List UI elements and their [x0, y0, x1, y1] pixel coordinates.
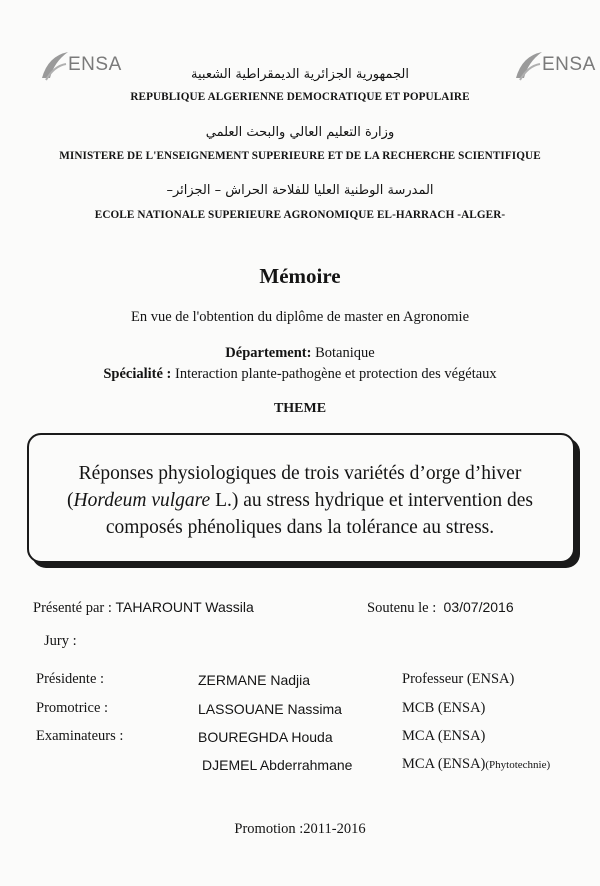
- presented-name: TAHAROUNT Wassila: [115, 599, 254, 615]
- jury-role: Présidente :: [36, 671, 105, 687]
- presented-label: Présenté par :: [33, 600, 112, 616]
- jury-name: DJEMEL Abderrahmane: [202, 757, 353, 773]
- jury-name: BOUREGHDA Houda: [198, 729, 333, 745]
- theme-text: [34, 460, 566, 541]
- school-title: ECOLE NATIONALE SUPERIEURE AGRONOMIQUE EL-HARRACH -ALGER-: [94, 209, 506, 221]
- jury-label: Jury :: [44, 633, 77, 649]
- arabic-republic: الجمهورية الجزائرية الديمقراطية الشعبية: [191, 67, 409, 82]
- theme-paren-open: (: [67, 490, 74, 511]
- jury-name: LASSOUANE Nassima: [198, 701, 342, 717]
- species-name: Hordeum vulgare: [73, 490, 211, 511]
- department-line: [0, 345, 600, 362]
- jury-title: Professeur (ENSA): [402, 671, 515, 687]
- theme-line-3: composés phénoliques dans la tolérance au stress.: [105, 517, 495, 538]
- defended-date: 03/07/2016: [443, 599, 514, 615]
- ensa-logo-text: ENSA: [542, 54, 596, 75]
- theme-line-2-rest: L.) au stress hydrique et intervention des: [210, 490, 533, 511]
- defended-on: [367, 599, 514, 617]
- jury-title: MCB (ENSA): [402, 700, 486, 716]
- promotion: Promotion :2011-2016: [234, 821, 366, 837]
- speciality-label: Spécialité :: [103, 366, 172, 382]
- republic-title: REPUBLIQUE ALGERIENNE DEMOCRATIQUE ET POPULAIRE: [130, 91, 470, 103]
- department-label: Département:: [225, 345, 312, 361]
- speciality-line: [0, 366, 600, 383]
- department-value: Botanique: [315, 345, 375, 361]
- arabic-ministry: وزارة التعليم العالي والبحث العلمي: [205, 125, 395, 140]
- jury-title: [402, 756, 550, 773]
- presented-by: [33, 599, 254, 617]
- memoire-title: Mémoire: [259, 264, 341, 288]
- jury-title-main: MCA (ENSA): [402, 756, 486, 772]
- jury-role: Promotrice :: [36, 700, 109, 716]
- theme-line-2: [34, 487, 566, 514]
- theme-line-1: Réponses physiologiques de trois variétés d’orge d’hiver: [78, 463, 522, 484]
- speciality-value: Interaction plante-pathogène et protection des végétaux: [175, 366, 497, 382]
- defended-label: Soutenu le :: [367, 600, 437, 616]
- jury-title: MCA (ENSA): [402, 728, 486, 744]
- theme-label: THEME: [273, 401, 327, 416]
- arabic-school: المدرسة الوطنية العليا للفلاحة الحراش – الجزائر–: [166, 183, 434, 198]
- jury-name: ZERMANE Nadjia: [198, 672, 311, 688]
- ministry-title: MINISTERE DE L'ENSEIGNEMENT SUPERIEURE ET DE LA RECHERCHE SCIENTIFIQUE: [59, 150, 541, 162]
- diploma-subtitle: En vue de l'obtention du diplôme de master en Agronomie: [130, 309, 470, 325]
- jury-title-extra: (Phytotechnie): [485, 759, 551, 771]
- ensa-logo-text: ENSA: [68, 54, 122, 75]
- jury-role: Examinateurs :: [36, 728, 124, 744]
